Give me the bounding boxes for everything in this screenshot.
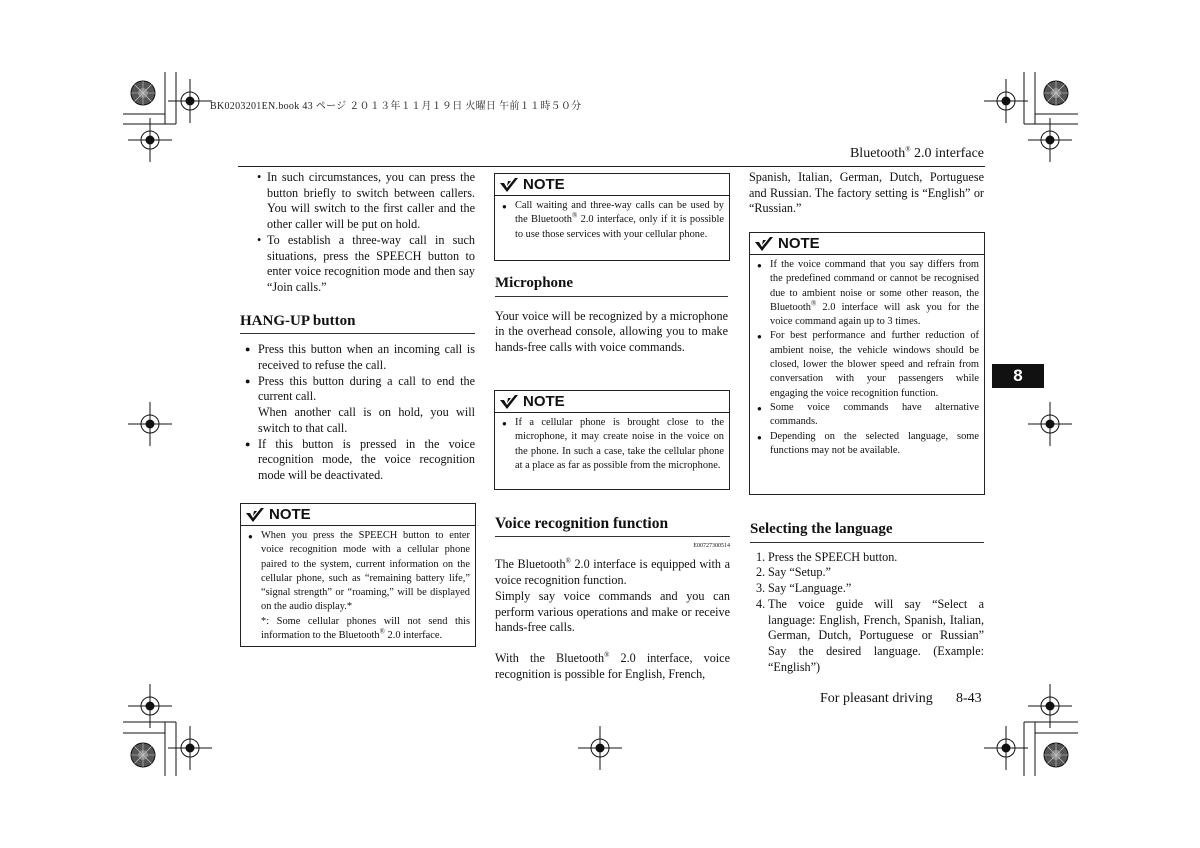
step-item [750,597,984,676]
note-item [757,258,979,329]
note-body [750,255,984,461]
step-number: 1. [756,549,766,564]
note-item: ● If a cellular phone is brought close to the microphone, it may create noise in the voice on the phone. In such a case, take the cellular phone at a place as far as possible from the microphone. [502,416,724,473]
check-icon [499,177,519,193]
step-text: Say “Language.” [768,581,852,596]
note-footnote-suffix: 2.0 interface. [384,630,443,642]
list-item: • To establish a three-way call in such situations, press the SPEECH button to enter voice recognition mode and then say “Join calls.” [256,233,475,296]
running-title-brand: Bluetooth [849,146,906,161]
note-item [502,199,724,242]
step-text: Press the SPEECH button. [768,549,898,564]
check-icon [499,394,519,410]
note-item-text: Call waiting and three-way calls can be used by the Bluetooth [515,200,724,226]
paragraph-text: With the Bluetooth [495,650,605,665]
section-heading-hangup: HANG-UP button [240,314,475,335]
paragraph: Spanish, Italian, German, Dutch, Portuguese and Russian. The factory setting is “English” or “Russian.” [749,170,984,216]
registered-mark: ® [565,557,571,566]
header-rule [238,166,985,167]
note-label: NOTE [523,176,565,193]
note-box [494,173,730,261]
registered-mark: ® [379,627,385,636]
paragraph-text-suffix: 2.0 interface, voice recognition is possible for English, French, [495,650,731,681]
paragraph [495,557,730,588]
note-header [750,233,984,255]
step-number: 3. [756,581,766,596]
page-number: 8-43 [956,691,982,706]
paragraph [495,651,730,682]
step-text: The voice guide will say “Select a language: English, French, Spanish, Italian, German, Dutch, Portuguese or Russian” Say the desired language. (Example: “English”) [768,596,984,674]
section-heading-selecting-language: Selecting the language [750,522,984,543]
note-header [241,504,475,526]
column-2-lower [495,516,730,682]
step-item [750,550,984,566]
note-header [495,174,729,196]
chapter-tab: 8 [992,364,1044,388]
list-item: ● Press this button during a call to end the current call. [245,374,475,405]
note-item-suffix: 2.0 interface, only if it is possible to use those services with your cellular phone. [515,214,724,240]
column-3-lower [750,522,984,675]
note-item-suffix: 2.0 interface will ask you for the voice command again up to 3 times. [770,301,979,328]
note-body [241,526,475,646]
step-text: Say “Setup.” [768,565,831,580]
note-body [495,413,729,476]
paragraph-text-suffix: 2.0 interface is equipped with a voice recognition function. [495,557,730,588]
paragraph: Simply say voice commands and you can perform various operations and make or receive hands-free calls. [495,588,730,635]
step-number: 4. [756,596,766,611]
note-item: ● Depending on the selected language, some functions may not be available. [757,430,979,459]
note-box [240,503,476,647]
note-footnote-text: *: Some cellular phones will not send this information to the Bluetooth [261,615,470,642]
note-item: ● When you press the SPEECH button to enter voice recognition mode with a cellular phone paired to the system, current information on the cellular phone, such as “remaining battery life,” “signal strength” or “roaming,” will be displayed on the audio display.* [248,529,470,615]
paragraph: Your voice will be recognized by a microphone in the overhead console, allowing you to make hands-free calls with voice commands. [495,308,728,355]
column-1 [240,170,475,484]
list-item: • In such circumstances, you can press the button briefly to switch between callers. You will switch to the first caller and the other caller will be put on hold. [256,170,475,233]
registered-mark: ® [810,299,817,308]
column-2 [495,276,728,356]
paragraph-text: The Bluetooth [495,557,566,572]
note-item: ● Some voice commands have alternative commands. [757,401,979,430]
registered-mark: ® [905,145,911,154]
step-item [750,581,984,597]
note-box [749,232,985,495]
section-heading-voice-recognition: Voice recognition function [495,516,730,537]
note-label: NOTE [778,235,820,252]
check-icon [245,507,265,523]
footer-section: For pleasant driving [820,691,933,706]
registered-mark: ® [604,650,610,659]
registered-mark: ® [572,211,578,220]
list-item-continuation: When another call is on hold, you will switch to that call. [258,405,475,435]
note-item-text: If the voice command that you say differs from the predefined command or cannot be recognised due to ambient noise or some other reason, the Bluetooth [770,259,979,313]
note-header [495,391,729,413]
running-title [850,146,984,162]
section-code: E00727300514 [693,542,730,549]
note-item: ● For best performance and further reduction of ambient noise, the vehicle windows should be closed, lower the blower speed and refrain from conversation with your passengers while engaging the voice recognition function. [757,329,979,400]
note-label: NOTE [269,506,311,523]
steps-list [750,550,984,676]
running-title-suffix: 2.0 interface [910,146,984,161]
note-box [494,390,730,490]
note-body [495,196,729,245]
print-meta-line: BK0203201EN.book 43 ページ ２０１３年１１月１９日 火曜日 午前１１時５０分 [210,101,582,112]
check-icon [754,236,774,252]
list-item: ● Press this button when an incoming call is received to refuse the call. [245,342,475,373]
note-footnote [261,615,470,644]
step-number: 2. [756,565,766,580]
column-3 [749,170,984,217]
section-heading-microphone: Microphone [495,276,728,297]
list-item: ● If this button is pressed in the voice recognition mode, the voice recognition mode will be deactivated. [245,437,475,484]
note-label: NOTE [523,393,565,410]
step-item [750,565,984,581]
